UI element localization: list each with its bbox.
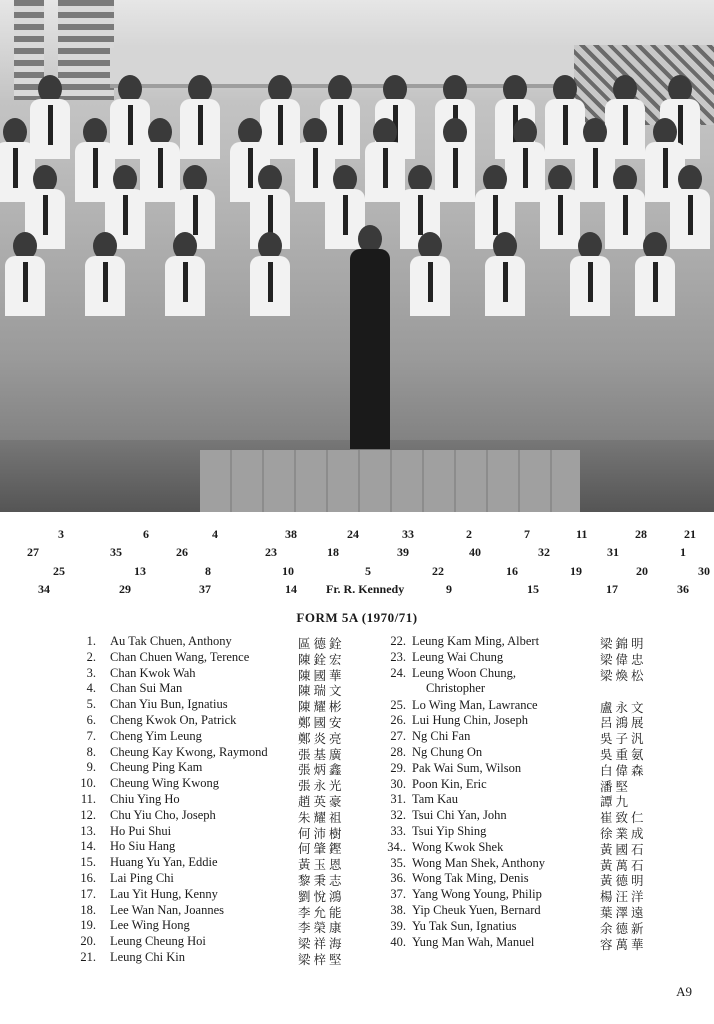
student-number: 29. — [390, 760, 406, 775]
photo-position-number: 3 — [58, 527, 64, 541]
photo-position-number: Fr. R. Kennedy — [326, 582, 405, 596]
student-name: Lee Wing Hong — [110, 918, 190, 933]
student-entry — [380, 634, 710, 650]
student-name: Leung Chi Kin — [110, 949, 185, 964]
student-number: 17. — [80, 886, 96, 901]
student-chinese-name: 鄭國安 — [298, 715, 345, 730]
student-entry — [380, 745, 710, 761]
photo-position-number: 21 — [684, 527, 696, 541]
student-entry — [70, 887, 370, 903]
student-entry — [70, 760, 370, 776]
student-chinese-name: 潘堅 — [600, 779, 632, 794]
photo-position-number: 15 — [527, 582, 539, 596]
student-entry — [380, 698, 710, 714]
number-row-2 — [0, 545, 714, 561]
student-chinese-name: 呂鴻展 — [600, 716, 647, 731]
student-chinese-name: 盧永文 — [600, 700, 647, 715]
student-entry — [70, 918, 370, 934]
student-chinese-name: 吳重氨 — [600, 747, 647, 762]
student-entry — [70, 792, 370, 808]
student-entry — [70, 650, 370, 666]
student-chinese-name: 黃玉恩 — [298, 858, 345, 873]
name-list-right — [380, 634, 710, 950]
student-chinese-name: 李允能 — [298, 905, 345, 920]
photo-position-number: 25 — [53, 564, 65, 578]
student-number: 9. — [86, 760, 96, 775]
student-number: 40. — [390, 934, 406, 949]
student-name: Cheng Yim Leung — [110, 728, 202, 743]
student-entry — [70, 824, 370, 840]
number-row-3 — [0, 564, 714, 580]
student-chinese-name: 何肇鏗 — [298, 842, 345, 857]
student-number: 19. — [80, 918, 96, 933]
student-number: 27. — [390, 729, 406, 744]
photo-position-number: 5 — [365, 564, 371, 578]
student-entry — [380, 761, 710, 777]
student-name: Ng Chi Fan — [412, 729, 471, 744]
student-name: Leung Kam Ming, Albert — [412, 634, 540, 648]
photo-position-number: 38 — [285, 527, 297, 541]
student-number: 32. — [390, 808, 406, 823]
student-number: 16. — [80, 870, 96, 885]
student-number: 38. — [390, 902, 406, 917]
student-name: Au Tak Chuen, Anthony — [110, 634, 232, 648]
student-entry — [70, 666, 370, 682]
photo-position-number: 34 — [38, 582, 50, 596]
student-entry — [70, 903, 370, 919]
photo-position-number: 22 — [432, 564, 444, 578]
student-chinese-name: 梁煥松 — [600, 668, 647, 683]
photo-position-number: 27 — [27, 545, 39, 559]
student-number: 5. — [86, 697, 96, 712]
student-chinese-name: 楊汪洋 — [600, 890, 647, 905]
student-chinese-name: 梁梓堅 — [298, 952, 345, 967]
student-name: Cheung Kay Kwong, Raymond — [110, 744, 268, 759]
student-name: Wong Kwok Shek — [412, 839, 504, 854]
student-entry — [70, 934, 370, 950]
student-chinese-name: 吳子汎 — [600, 732, 647, 747]
photo-position-number: 9 — [446, 582, 452, 596]
student-number: 1. — [86, 634, 96, 648]
photo-position-number: 18 — [327, 545, 339, 559]
student-entry — [380, 713, 710, 729]
student-chinese-name: 黃德明 — [600, 874, 647, 889]
photo-position-number: 20 — [636, 564, 648, 578]
paved-path — [200, 450, 580, 512]
student-entry — [380, 856, 710, 872]
student-chinese-name: 黃國石 — [600, 842, 647, 857]
student-name: Chan Chuen Wang, Terence — [110, 649, 250, 664]
student-name: Leung Cheung Hoi — [110, 934, 206, 949]
student-name: Ng Chung On — [412, 744, 483, 759]
student-chinese-name: 何沛樹 — [298, 826, 345, 841]
student-number: 12. — [80, 807, 96, 822]
student-name: Chu Yiu Cho, Joseph — [110, 807, 216, 822]
student-number: 24. — [390, 665, 406, 680]
student-number: 37. — [390, 887, 406, 902]
student-chinese-name: 陳銓宏 — [298, 652, 345, 667]
photo-position-number: 29 — [119, 582, 131, 596]
student-chinese-name: 余德新 — [600, 921, 647, 936]
student-entry — [380, 919, 710, 935]
student-number: 25. — [390, 697, 406, 712]
photo-position-number: 4 — [212, 527, 218, 541]
photo-position-number: 28 — [635, 527, 647, 541]
student-entry — [70, 745, 370, 761]
photo-position-number: 30 — [698, 564, 710, 578]
photo-position-number: 6 — [143, 527, 149, 541]
student-number: 20. — [80, 934, 96, 949]
student-name: Wong Tak Ming, Denis — [412, 871, 529, 886]
student-entry — [70, 808, 370, 824]
student-chinese-name: 張基廣 — [298, 747, 345, 762]
student-entry — [70, 855, 370, 871]
student-chinese-name: 劉悅鴻 — [298, 889, 345, 904]
number-row-1 — [0, 527, 714, 543]
photo-position-number: 35 — [110, 545, 122, 559]
student-chinese-name: 鄭炎亮 — [298, 731, 345, 746]
student-number: 15. — [80, 855, 96, 870]
student-number: 10. — [80, 776, 96, 791]
student-chinese-name: 陳瑞文 — [298, 684, 345, 699]
student-chinese-name: 徐業成 — [600, 826, 647, 841]
student-number: 39. — [390, 918, 406, 933]
student-number: 22. — [390, 634, 406, 648]
student-name: Huang Yu Yan, Eddie — [110, 855, 218, 870]
student-entry — [70, 871, 370, 887]
student-chinese-name: 趙英豪 — [298, 794, 345, 809]
student-number: 36. — [390, 871, 406, 886]
student-name: Cheung Ping Kam — [110, 760, 203, 775]
student-name: Lau Yit Hung, Kenny — [110, 886, 218, 901]
student-entry — [380, 935, 710, 951]
student-entry — [70, 729, 370, 745]
student-chinese-name: 朱耀祖 — [298, 810, 345, 825]
student-number: 18. — [80, 902, 96, 917]
student-chinese-name: 陳國華 — [298, 668, 345, 683]
student-entry — [380, 777, 710, 793]
photo-position-number: 33 — [402, 527, 414, 541]
student-entry — [380, 729, 710, 745]
photo-position-number: 14 — [285, 582, 297, 596]
photo-position-number: 24 — [347, 527, 359, 541]
student-chinese-name: 張永光 — [298, 779, 345, 794]
student-number: 21. — [80, 949, 96, 964]
student-number: 23. — [390, 649, 406, 664]
student-number: 2. — [86, 649, 96, 664]
student-name: Tsui Yip Shing — [412, 823, 487, 838]
student-name: Chiu Ying Ho — [110, 791, 180, 806]
photo-position-number: 1 — [680, 545, 686, 559]
student-entry — [70, 776, 370, 792]
photo-position-number: 39 — [397, 545, 409, 559]
student-name: Pak Wai Sum, Wilson — [412, 760, 522, 775]
student-name: Wong Man Shek, Anthony — [412, 855, 546, 870]
student-name: Ho Siu Hang — [110, 839, 176, 854]
student-chinese-name: 葉澤遠 — [600, 905, 647, 920]
student-number: 33. — [390, 823, 406, 838]
student-name: Leung Wai Chung — [412, 649, 504, 664]
student-chinese-name: 黎秉志 — [298, 873, 345, 888]
student-entry — [70, 681, 370, 697]
student-chinese-name: 白偉森 — [600, 763, 647, 778]
student-number: 35. — [390, 855, 406, 870]
student-chinese-name: 張炳鑫 — [298, 763, 345, 778]
photo-position-number: 23 — [265, 545, 277, 559]
student-entry — [70, 634, 370, 650]
student-name: Lee Wan Nan, Joannes — [110, 902, 225, 917]
student-number: 13. — [80, 823, 96, 838]
name-list-left — [70, 634, 370, 966]
student-chinese-name: 崔致仁 — [600, 811, 647, 826]
photo-position-number: 40 — [469, 545, 481, 559]
student-name: Tsui Chi Yan, John — [412, 808, 507, 823]
student-name: Chan Kwok Wah — [110, 665, 196, 680]
student-name: Yung Man Wah, Manuel — [412, 934, 535, 949]
student-number: 4. — [86, 681, 96, 696]
student-chinese-name: 梁錦明 — [600, 637, 647, 651]
student-name: Poon Kin, Eric — [412, 776, 487, 791]
student-chinese-name: 梁偉忠 — [600, 652, 647, 667]
student-name: Lai Ping Chi — [110, 870, 174, 885]
photo-position-number: 10 — [282, 564, 294, 578]
student-number: 28. — [390, 744, 406, 759]
student-name: Cheng Kwok On, Patrick — [110, 712, 237, 727]
student-name: Ho Pui Shui — [110, 823, 172, 838]
student-name: Lui Hung Chin, Joseph — [412, 713, 528, 728]
number-row-4 — [0, 582, 714, 598]
student-name-continued: Christopher — [426, 680, 486, 695]
student-chinese-name: 黃萬石 — [600, 858, 647, 873]
photo-position-number: 13 — [134, 564, 146, 578]
student-name: Yip Cheuk Yuen, Bernard — [412, 902, 541, 917]
student-entry — [380, 650, 710, 666]
student-chinese-name: 譚九 — [600, 795, 632, 810]
student-name: Cheung Wing Kwong — [110, 776, 219, 791]
student-name: Chan Yiu Bun, Ignatius — [110, 697, 228, 712]
photo-position-number: 8 — [205, 564, 211, 578]
student-name: Yang Wong Young, Philip — [412, 887, 542, 902]
student-name: Tam Kau — [412, 792, 458, 807]
photo-position-number: 19 — [570, 564, 582, 578]
student-number: 31. — [390, 792, 406, 807]
student-entry — [380, 887, 710, 903]
student-number: 3. — [86, 665, 96, 680]
student-number: 14. — [80, 839, 96, 854]
page-number: A9 — [676, 984, 692, 999]
student-chinese-name: 梁祥海 — [298, 937, 345, 952]
student-chinese-name: 陳耀彬 — [298, 700, 345, 715]
student-entry — [380, 871, 710, 887]
photo-position-number: 16 — [506, 564, 518, 578]
student-name: Leung Woon Chung, — [412, 665, 516, 680]
photo-position-number: 36 — [677, 582, 689, 596]
student-entry — [380, 840, 710, 856]
student-entry — [380, 666, 710, 698]
student-chinese-name: 李榮康 — [298, 921, 345, 936]
form-title: FORM 5A (1970/71) — [296, 610, 418, 625]
student-chinese-name: 容萬華 — [600, 937, 647, 952]
student-number: 34.. — [387, 839, 406, 854]
student-number: 11. — [80, 791, 96, 806]
student-chinese-name: 區德銓 — [298, 637, 345, 651]
student-name: Chan Sui Man — [110, 681, 183, 696]
student-number: 30. — [390, 776, 406, 791]
photo-position-number: 2 — [466, 527, 472, 541]
photo-position-number: 32 — [538, 545, 550, 559]
student-entry — [70, 839, 370, 855]
photo-position-number: 11 — [576, 527, 588, 541]
student-entry — [70, 713, 370, 729]
student-name: Yu Tak Sun, Ignatius — [412, 918, 517, 933]
student-number: 6. — [86, 712, 96, 727]
student-number: 7. — [86, 728, 96, 743]
student-name: Lo Wing Man, Lawrance — [412, 697, 538, 712]
photo-position-number: 37 — [199, 582, 211, 596]
student-number: 8. — [86, 744, 96, 759]
student-entry — [380, 792, 710, 808]
photo-position-number: 7 — [524, 527, 530, 541]
student-entry — [70, 697, 370, 713]
student-entry — [70, 950, 370, 966]
student-number: 26. — [390, 713, 406, 728]
photo-position-number: 17 — [606, 582, 618, 596]
student-entry — [380, 808, 710, 824]
photo-position-number: 26 — [176, 545, 188, 559]
student-entry — [380, 824, 710, 840]
photo-position-number: 31 — [607, 545, 619, 559]
student-entry — [380, 903, 710, 919]
